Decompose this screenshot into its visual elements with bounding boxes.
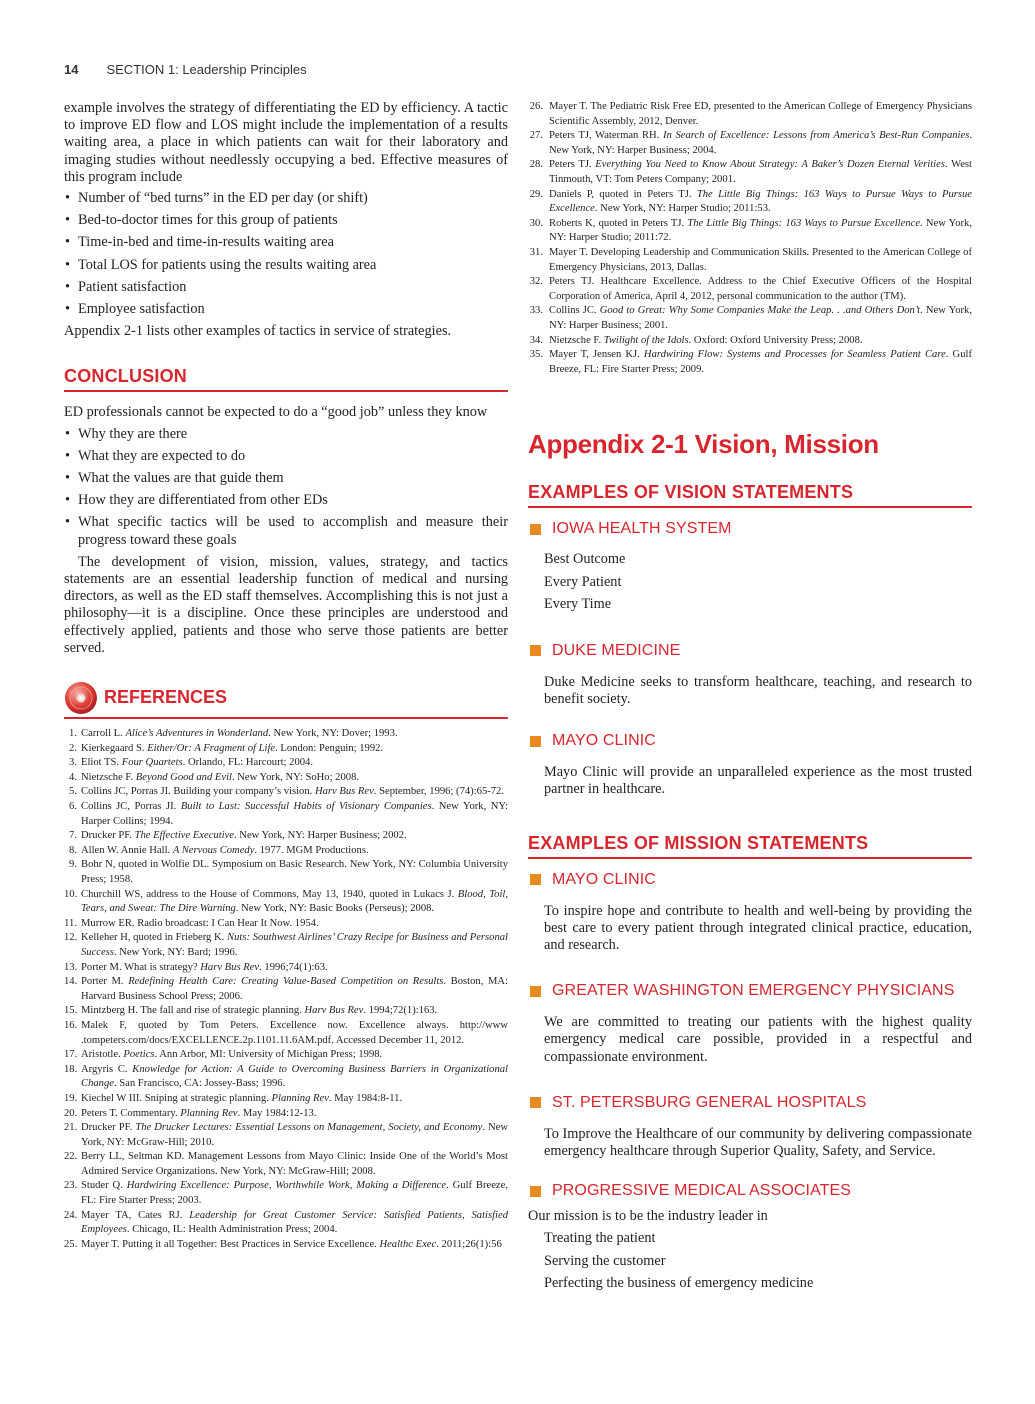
reference-item [64,888,508,917]
conclusion-paragraph: The development of vision, mission, values, strategy, and tactics statements are an essential leadership function of medical and nursing directors, as well as the ED staff themselves. Accomplishing this is not just a philosophy—it is a discipline. Once these principles are understood and effectively applied, patients and those who serve those patients are better served. [64,553,508,656]
reference-number: 20. [64,1107,78,1119]
reference-text: Drucker PF. The Effective Executive. New York, NY: Harper Business; 2002. [81,830,407,842]
reference-number: 30. [529,217,543,229]
conclusion-heading: CONCLUSION [64,366,508,392]
list-item: • Employee satisfaction [64,301,508,318]
reference-text: Kelleher H, quoted in Frieberg K. Nuts: Southwest Airlines’ Crazy Recipe for Business and Personal Success. New York, NY: Bard; 1996. [81,932,508,958]
reference-text: Bohr N, quoted in Wolfie DL. Symposium on Basic Research. New York, NY: Columbia University Press; 1958. [81,859,508,886]
list-item: • What specific tactics will be used to accomplish and measure their progress toward these goals [64,514,508,548]
reference-item [64,727,508,742]
reference-item [64,1019,508,1048]
org-name: GREATER WASHINGTON EMERGENCY PHYSICIANS [552,982,955,1000]
reference-item [64,1121,508,1150]
list-item: • Time-in-bed and time-in-results waiting area [64,234,508,251]
reference-number: 25. [64,1238,78,1250]
reference-number: 5. [69,786,77,798]
iowa-vision-lines [544,548,972,616]
org-heading [530,642,972,660]
reference-text: Kierkegaard S. Either/Or: A Fragment of Life. London: Penguin; 1992. [81,742,384,754]
stpete-mission-text: To Improve the Healthcare of our community by delivering compassionate emergency healthcare through Superior Quality, Safety, and Service. [544,1125,972,1160]
reference-number: 2. [69,742,77,754]
reference-text: Nietzsche F. Beyond Good and Evil. New York, NY: SoHo; 2008. [81,771,360,783]
org-name: DUKE MEDICINE [552,641,681,659]
orange-square-icon [530,645,541,656]
reference-text: Peters TJ. Healthcare Excellence. Address to the Chief Executive Officers of the Hospital Corporation of America, April 4, 2012, personal communication to the author (TM). [549,276,972,302]
reference-text: Peters T. Commentary. Planning Rev. May 1984:12-13. [81,1107,317,1119]
conclusion-list [64,426,508,549]
running-header [64,62,307,77]
reference-number: 1. [69,728,77,740]
reference-text: Aristotle. Poetics. Ann Arbor, MI: University of Michigan Press; 1998. [81,1049,383,1061]
reference-number: 27. [529,130,543,142]
reference-item [64,829,508,844]
reference-item [64,742,508,757]
vision-heading: EXAMPLES OF VISION STATEMENTS [528,482,972,508]
statement-line: Treating the patient [544,1230,656,1247]
orange-square-icon [530,874,541,885]
orange-square-icon [530,1186,541,1197]
reference-item [528,217,972,246]
reference-text: Mintzberg H. The fall and rise of strategic planning. Harv Bus Rev. 1994;72(1):163. [81,1005,438,1017]
reference-item [528,100,972,129]
reference-number: 10. [64,888,78,900]
list-item: • How they are differentiated from other EDs [64,492,508,509]
list-item: • Why they are there [64,426,508,443]
reference-number: 23. [64,1180,78,1192]
reference-number: 15. [64,1005,78,1017]
conclusion-intro: ED professionals cannot be expected to do a “good job” unless they know [64,404,488,421]
org-heading [530,1182,972,1200]
section-title: SECTION 1: Leadership Principles [106,62,307,77]
reference-number: 6. [69,801,77,813]
statement-line: Serving the customer [544,1252,666,1269]
reference-number: 29. [529,188,543,200]
reference-text: Peters TJ, Waterman RH. In Search of Excellence: Lessons from America’s Best-Run Companies. New York, NY: Harper Business; 2004. [549,130,972,156]
reference-text: Argyris C. Knowledge for Action: A Guide to Overcoming Business Barriers in Organizational Change. San Francisco, CA: Jossey-Bass; 1996. [81,1063,508,1090]
right-column [528,100,972,1295]
reference-text: Drucker PF. The Drucker Lectures: Essential Lessons on Management, Society, and Economy. New York, NY: McGraw-Hill; 2010. [81,1122,508,1148]
reference-list-continued [528,100,972,377]
reference-item [528,334,972,349]
duke-vision-text: Duke Medicine seeks to transform healthcare, teaching, and research to benefit society. [544,673,972,707]
reference-text: Murrow ER. Radio broadcast: I Can Hear It Now. 1954. [81,917,319,929]
list-item: • What the values are that guide them [64,470,508,487]
reference-number: 7. [69,830,77,842]
reference-text: Mayer T. The Pediatric Risk Free ED, presented to the American College of Emergency Physicians Scientific Assembly, 2012, Denver. [549,101,972,127]
reference-item [64,1107,508,1122]
mission-heading: EXAMPLES OF MISSION STATEMENTS [528,833,972,859]
reference-number: 4. [69,771,77,783]
reference-text: Peters TJ. Everything You Need to Know About Strategy: A Baker’s Dozen Eternal Verities. West Tinmouth, VT: Tom Peters Company; 2001. [549,159,972,185]
org-heading [530,982,972,1000]
statement-line: Every Time [544,596,612,613]
reference-number: 21. [64,1122,78,1134]
reference-text: Allen W. Annie Hall. A Nervous Comedy. 1977. MGM Productions. [81,844,369,856]
list-item: • What they are expected to do [64,448,508,465]
orange-square-icon [530,1097,541,1108]
reference-text: Porter M. What is strategy? Harv Bus Rev. 1996;74(1):63. [81,961,328,973]
reference-text: Kiechel W III. Sniping at strategic planning. Planning Rev. May 1984:8-11. [81,1092,403,1104]
orange-square-icon [530,524,541,535]
reference-item [64,800,508,829]
pma-mission-lines [544,1227,972,1295]
reference-item [528,188,972,217]
reference-item [528,246,972,275]
reference-item [64,917,508,932]
reference-text: Mayer T, Jensen KJ. Hardwiring Flow: Systems and Processes for Seamless Patient Care. Gulf Breeze, FL: Fire Starter Press; 2009. [549,349,972,375]
reference-text: Mayer T. Putting it all Together: Best Practices in Service Excellence. Healthc Exec. 2011;26(1):56 [81,1238,502,1250]
statement-line: Perfecting the business of emergency medicine [544,1275,814,1292]
reference-text: Porter M. Redefining Health Care: Creating Value-Based Competition on Results. Boston, MA: Harvard Business School Press; 2006. [81,976,508,1002]
reference-text: Carroll L. Alice’s Adventures in Wonderland. New York, NY: Dover; 1993. [81,728,398,740]
reference-number: 13. [64,961,78,973]
intro-paragraph: example involves the strategy of differentiating the ED by efficiency. A tactic to improve ED flow and LOS might include the implementation of a results waiting area, a place in which patients can wait for their laboratory and imaging studies without needlessly occupying a bed. Effective measures of this program include [64,100,508,185]
reference-text: Berry LL, Seltman KD. Management Lessons from Mayo Clinic: Inside One of the World’s Most Admired Service Organizations. New York, NY: McGraw-Hill; 2008. [81,1151,508,1177]
reference-text: Daniels P, quoted in Peters TJ. The Little Big Things: 163 Ways to Pursue Ways to Pursue Excellence. New York, NY: Harper Studio; 2011:53. [549,188,972,215]
list-item: • Number of “bed turns” in the ED per day (or shift) [64,190,508,207]
reference-number: 3. [69,757,77,769]
reference-item [64,1063,508,1092]
page-number: 14 [64,62,79,77]
reference-text: Roberts K, quoted in Peters TJ. The Little Big Things: 163 Ways to Pursue Excellence. New York, NY: Harper Studio; 2011:72. [549,217,972,244]
org-name: MAYO CLINIC [552,732,656,750]
reference-text: Malek F, quoted by Tom Peters. Excellence now. Excellence always. http://www .tompeters.com/docs/EXCELLENCE.2p.1101.11.6AM.pdf. Accessed December 11, 2012. [81,1019,508,1046]
reference-text: Collins JC. Good to Great: Why Some Companies Make the Leap. . .and Others Don’t. New York, NY: Harper Business; 2001. [549,305,972,331]
reference-number: 34. [529,334,543,346]
reference-item [528,158,972,187]
reference-text: Collins JC, Porras JI. Built to Last: Successful Habits of Visionary Companies. New York, NY: Harper Collins; 1994. [81,801,508,827]
reference-number: 22. [64,1151,78,1163]
reference-number: 31. [529,246,543,258]
org-heading [530,732,972,750]
reference-number: 33. [529,305,543,317]
reference-item [64,975,508,1004]
reference-number: 11. [64,917,77,929]
list-item: • Total LOS for patients using the results waiting area [64,257,508,274]
reference-number: 16. [64,1019,78,1031]
reference-text: Collins JC, Porras JI. Building your company’s vision. Harv Bus Rev. September, 1996; (74):65-72. [81,786,505,798]
pma-mission-intro: Our mission is to be the industry leader in [528,1208,768,1225]
reference-number: 17. [64,1049,78,1061]
org-heading [530,871,972,889]
orange-square-icon [530,736,541,747]
gwep-mission-text: We are committed to treating our patients with the highest quality emergency medical care possible, provided in a respectful and compassionate environment. [544,1014,972,1065]
reference-number: 14. [64,976,78,988]
org-name: PROGRESSIVE MEDICAL ASSOCIATES [552,1182,852,1200]
reference-number: 24. [64,1209,78,1221]
reference-number: 26. [529,101,543,112]
references-heading: REFERENCES [104,687,228,708]
reference-number: 32. [529,276,543,288]
reference-text: Churchill WS, address to the House of Commons, May 13, 1940, quoted in Lukacs J. Blood, Toil, Tears, and Sweat: The Dire Warning. New York, NY: Basic Books (Perseus); 2008. [81,888,508,915]
mayo-mission-text: To inspire hope and contribute to health and well-being by providing the best care to every patient through integrated clinical practice, education, and research. [544,902,972,953]
appendix-note: Appendix 2-1 lists other examples of tactics in service of strategies. [64,323,452,340]
reference-item [64,858,508,887]
reference-item [64,1004,508,1019]
org-name: ST. PETERSBURG GENERAL HOSPITALS [552,1093,867,1111]
reference-item [64,844,508,859]
reference-item [64,756,508,771]
list-item: • Bed-to-doctor times for this group of patients [64,212,508,229]
reference-item [64,1238,508,1253]
reference-number: 28. [529,159,543,171]
reference-number: 19. [64,1092,78,1104]
statement-line: Every Patient [544,573,622,590]
reference-item [64,785,508,800]
list-item: • Patient satisfaction [64,279,508,296]
reference-text: Eliot TS. Four Quartets. Orlando, FL: Harcourt; 2004. [81,757,313,769]
mayo-vision-text: Mayo Clinic will provide an unparalleled experience as the most trusted partner in healthcare. [544,764,972,798]
reference-item [64,1048,508,1063]
reference-item [64,931,508,960]
reference-item [64,961,508,976]
reference-item [64,1179,508,1208]
reference-item [64,771,508,786]
appendix-title: Appendix 2-1 Vision, Mission [528,429,879,460]
measures-list [64,190,508,318]
reference-text: Studer Q. Hardwiring Excellence: Purpose, Worthwhile Work, Making a Difference. Gulf Breeze, FL: Fire Starter Press; 2003. [81,1180,508,1207]
reference-number: 18. [64,1063,78,1075]
org-name: IOWA HEALTH SYSTEM [552,520,732,538]
reference-item [528,304,972,333]
reference-number: 35. [529,349,543,361]
reference-number: 12. [64,932,78,944]
cd-disc-icon [64,681,98,715]
left-column [64,100,508,1252]
reference-number: 9. [69,859,77,871]
orange-square-icon [530,986,541,997]
statement-line: Best Outcome [544,551,626,568]
reference-number: 8. [69,844,77,856]
reference-item [64,1150,508,1179]
reference-list [64,727,508,1252]
reference-item [528,275,972,304]
reference-text: Mayer TA, Cates RJ. Leadership for Great Customer Service: Satisfied Patients, Satisfied Employees. Chicago, IL: Health Administration Press; 2004. [81,1209,508,1236]
org-heading [530,520,972,538]
reference-item [64,1092,508,1107]
reference-item [64,1209,508,1238]
reference-item [528,348,972,377]
org-name: MAYO CLINIC [552,870,656,888]
reference-text: Nietzsche F. Twilight of the Idols. Oxford: Oxford University Press; 2008. [549,334,863,346]
org-heading [530,1094,972,1112]
reference-text: Mayer T. Developing Leadership and Communication Skills. Presented to the American College of Emergency Physicians, 2013, Dallas. [549,246,972,273]
references-heading-block [64,681,508,719]
reference-item [528,129,972,158]
